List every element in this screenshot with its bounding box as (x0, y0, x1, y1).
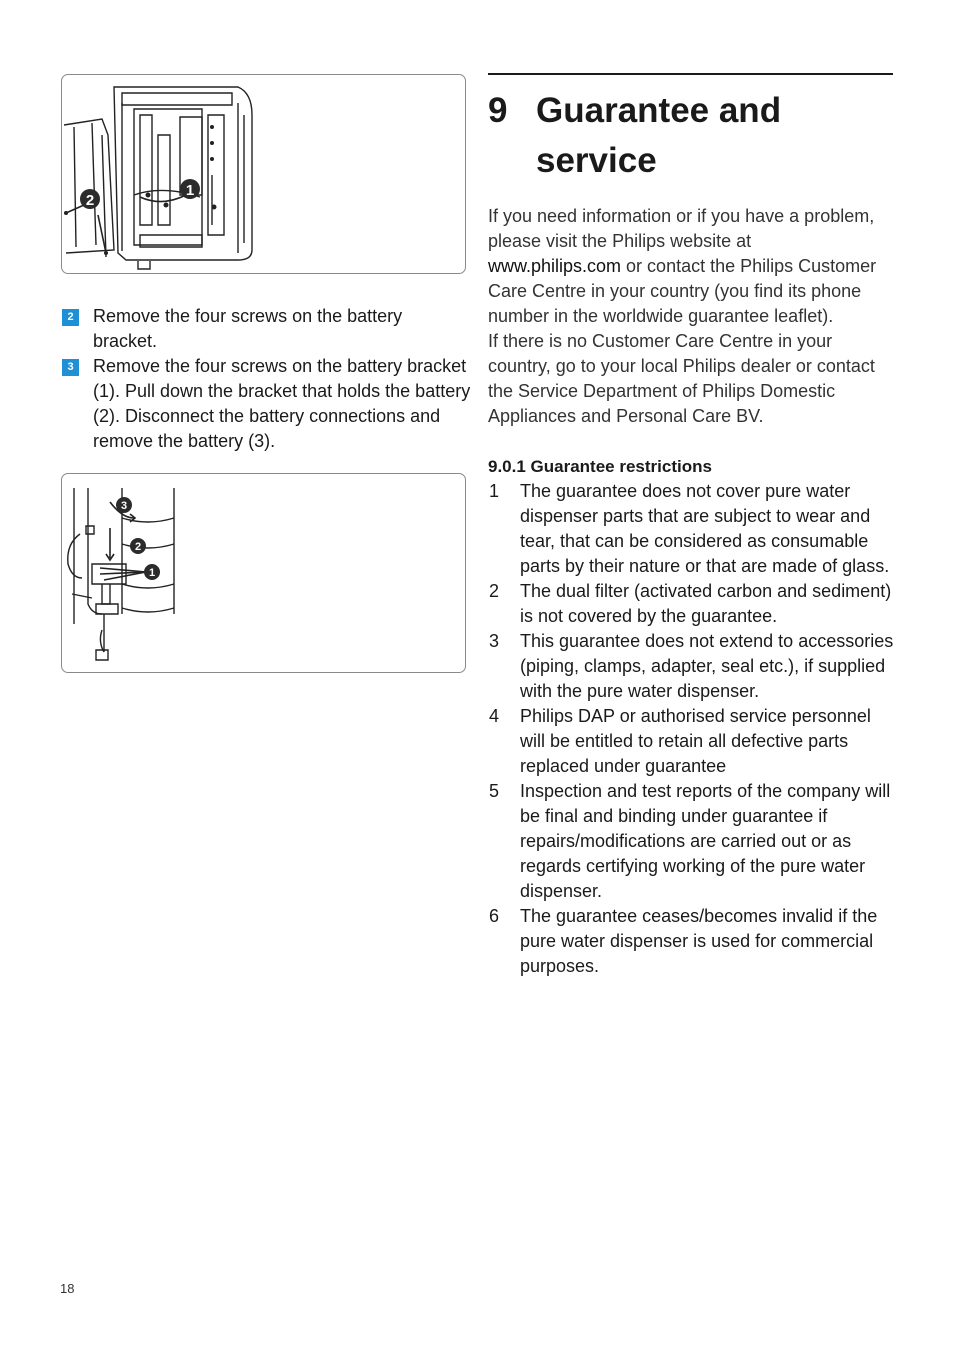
figure-battery-removal (61, 473, 466, 673)
callout-1-label: 1 (148, 567, 156, 579)
step-number-badge: 3 (62, 359, 79, 376)
chapter-number: 9 (488, 91, 508, 130)
list-item-text: Philips DAP or authorised service personnel will be entitled to retain all defective parts replaced under guarantee (520, 706, 871, 776)
callout-2-label: 2 (85, 192, 95, 209)
list-item-number: 2 (489, 581, 500, 601)
disassembly-steps (61, 304, 471, 454)
list-item-text: The guarantee ceases/becomes invalid if the pure water dispenser is used for commercial purposes. (520, 906, 878, 976)
list-item-text: Inspection and test reports of the company will be final and binding under guarantee if repairs/modifications are carried out or as regards certifying working of the pure water dispenser. (520, 781, 891, 901)
list-item (488, 904, 898, 979)
list-item-number: 6 (489, 906, 500, 926)
callout-3-label: 3 (120, 500, 128, 512)
chapter-title: Guarantee and service (536, 91, 782, 180)
list-item-number: 4 (489, 706, 500, 726)
list-item (488, 579, 898, 629)
list-item (488, 704, 898, 779)
intro-text-start: If you need information or if you have a problem, please visit the Philips website at (488, 206, 875, 251)
guarantee-restrictions-list (488, 479, 898, 979)
list-item (488, 779, 898, 904)
intro-text (488, 204, 898, 429)
callout-1-label: 1 (185, 182, 195, 199)
step-item (61, 304, 471, 354)
battery-removal-illustration (62, 474, 465, 672)
list-item-number: 1 (489, 481, 500, 501)
list-item-text: The dual filter (activated carbon and sediment) is not covered by the guarantee. (520, 581, 892, 626)
chapter-rule (488, 73, 893, 75)
intro-paragraph (488, 204, 898, 329)
step-text: Remove the four screws on the battery bracket. (93, 306, 403, 351)
list-item (488, 629, 898, 704)
intro-text-end: or contact the Philips Customer Care Centre in your country (you find its phone number in the worldwide guarantee leaflet). (488, 256, 877, 326)
website-link[interactable]: www.philips.com (488, 256, 622, 276)
step-text: Remove the four screws on the battery bracket (1). Pull down the bracket that holds the battery (2). Disconnect the battery connections and remove the battery (3). (93, 356, 471, 451)
page-number: 18 (60, 1281, 75, 1296)
list-item-text: This guarantee does not extend to accessories (piping, clamps, adapter, seal etc.), if supplied with the pure water dispenser. (520, 631, 894, 701)
figure-battery-bracket-screws (61, 74, 466, 274)
step-item (61, 354, 471, 454)
list-item-number: 5 (489, 781, 500, 801)
section-heading: 9.0.1 Guarantee restrictions (488, 457, 712, 476)
list-item-text: The guarantee does not cover pure water dispenser parts that are subject to wear and tear, that can be considered as consumable parts by their nature or that are made of glass. (520, 481, 890, 576)
step-number-badge: 2 (62, 309, 79, 326)
intro-paragraph-2: If there is no Customer Care Centre in your country, go to your local Philips dealer or contact the Service Department of Philips Domestic Appliances and Personal Care BV. (488, 331, 875, 426)
dispenser-back-illustration (62, 75, 465, 273)
list-item-number: 3 (489, 631, 500, 651)
callout-2-label: 2 (134, 541, 142, 553)
list-item (488, 479, 898, 579)
